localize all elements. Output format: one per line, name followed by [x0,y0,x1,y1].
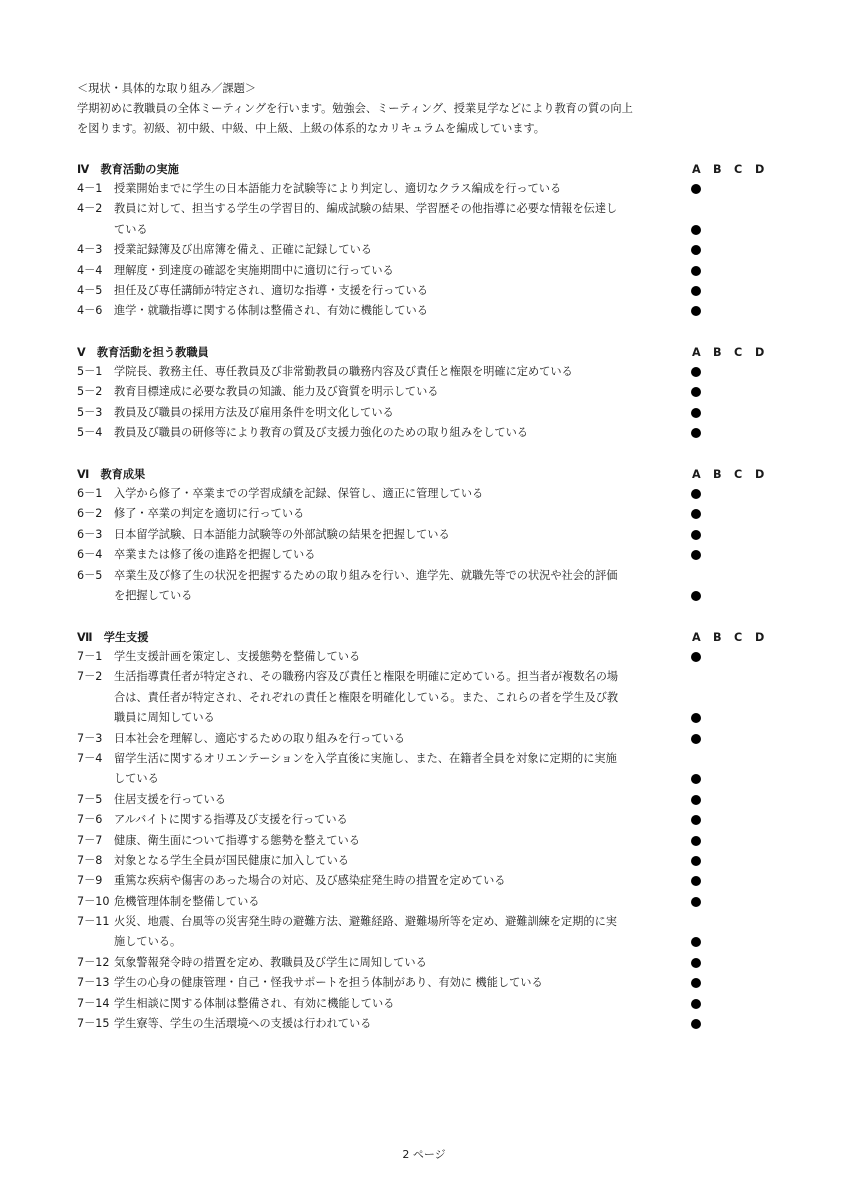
page-number: 2 ページ [402,1148,446,1161]
criteria-line [77,179,777,199]
criteria-number: 7－13 [77,976,110,990]
rating-dot-a [691,734,701,744]
rating-dot-a [691,774,701,784]
intro-block [77,79,697,139]
rating-dot-a [691,225,701,235]
criteria-text: 教員に対して、担当する学生の学習目的、編成試験の結果、学習歴その他指導に必要な情報を伝達し [114,202,618,216]
criteria-line [77,545,777,565]
criteria-line [77,301,777,321]
rating-dot-a [691,836,701,846]
rating-dot-a [691,266,701,276]
grade-label-b: B [713,630,722,644]
criteria-text: 入学から修了・卒業までの学習成績を記録、保管し、適正に管理している [114,487,484,500]
rating-dot-a [691,387,701,397]
criteria-line [77,973,777,993]
criteria-item [77,667,777,728]
criteria-item [77,749,777,790]
rating-dot-a [691,509,701,519]
criteria-text: 気象警報発令時の措置を定め、教職員及び学生に周知している [114,955,427,969]
rating-dot-a [691,652,701,662]
criteria-item [77,545,777,565]
section-title: Ⅵ 教育成果 [77,468,146,481]
criteria-text: ている [114,222,148,236]
criteria-line [77,912,777,932]
criteria-item [77,912,777,953]
grade-label-c: C [734,467,743,481]
criteria-item [77,301,777,321]
criteria-text: 健康、衛生面について指導する態勢を整えている [114,833,360,847]
rating-dot-a [691,937,701,947]
criteria-text: 卒業生及び修了生の状況を把握するための取り組みを行い、進学先、就職先等での状況や社会的評価 [114,568,618,582]
grade-label-a: A [692,345,701,359]
criteria-line [77,851,777,871]
criteria-line [77,504,777,524]
criteria-text: 学生寮等、学生の生活環境への支援は行われている [114,1017,372,1031]
criteria-text: 火災、地震、台風等の災害発生時の避難方法、避難経路、避難場所等を定め、避難訓練を定期的に実 [114,915,617,929]
criteria-text: 授業記録簿及び出席簿を備え、正確に記録している [114,243,372,257]
criteria-item [77,729,777,749]
criteria-text: 学生支援計画を策定し、支援態勢を整備している [114,650,361,663]
section-title: Ⅴ 教育活動を担う教職員 [77,346,209,359]
criteria-line [77,708,777,728]
grade-columns-header [692,468,776,481]
criteria-number: 7－5 [77,792,103,806]
criteria-line [77,810,777,830]
criteria-line [77,199,777,219]
criteria-item [77,484,777,504]
grade-label-b: B [713,162,722,176]
criteria-line [77,281,777,301]
criteria-number: 5－4 [77,426,103,440]
criteria-line [77,790,777,810]
criteria-item [77,647,777,667]
grade-label-a: A [692,630,701,644]
criteria-text: 教員及び職員の採用方法及び雇用条件を明文化している [114,405,394,419]
rating-dot-a [691,978,701,988]
criteria-line [77,362,777,382]
grade-label-a: A [692,467,701,481]
criteria-line [77,525,777,545]
criteria-number: 4－4 [77,263,103,277]
rating-dot-a [691,306,701,316]
criteria-number: 7－2 [77,670,103,684]
criteria-item [77,382,777,402]
criteria-line [77,403,777,423]
rating-dot-a [691,408,701,418]
criteria-number: 6－3 [77,527,103,541]
criteria-text: 学院長、教務主任、専任教員及び非常勤教員の職務内容及び責任と権限を明確に定めている [114,365,573,378]
grade-label-d: D [755,630,765,644]
criteria-item [77,871,777,891]
grade-label-d: D [755,467,765,481]
criteria-text: 教育目標達成に必要な教員の知識、能力及び資質を明示している [114,385,439,399]
criteria-item [77,525,777,545]
criteria-number: 4－5 [77,283,103,297]
criteria-item [77,973,777,993]
rating-dot-a [691,428,701,438]
criteria-number: 4－6 [77,304,103,318]
rating-dot-a [691,286,701,296]
criteria-line [77,1014,777,1034]
criteria-item [77,240,777,260]
criteria-line [77,932,777,952]
rating-dot-a [691,713,701,723]
section-title: Ⅳ 教育活動の実施 [77,163,179,176]
grade-label-b: B [713,345,722,359]
criteria-item [77,566,777,607]
criteria-number: 4－2 [77,202,103,216]
criteria-line [77,667,777,687]
grade-label-c: C [734,345,743,359]
criteria-text: 理解度・到達度の確認を実施期間中に適切に行っている [114,263,394,277]
criteria-text: 生活指導責任者が特定され、その職務内容及び責任と権限を明確に定めている。担当者が複数名の場 [114,670,619,684]
criteria-number: 5－1 [77,365,103,378]
criteria-text: 修了・卒業の判定を適切に行っている [114,507,305,521]
rating-dot-a [691,489,701,499]
criteria-text: 対象となる学生全員が国民健康に加入している [114,853,349,867]
criteria-item [77,362,777,382]
criteria-text: 学生相談に関する体制は整備され、有効に機能している [114,996,395,1010]
criteria-item [77,423,777,443]
criteria-text: 担任及び専任講師が特定され、適切な指導・支援を行っている [114,283,428,297]
criteria-line [77,729,777,749]
criteria-number: 7－15 [77,1017,110,1031]
criteria-number: 6－4 [77,548,103,562]
section-5 [77,342,777,444]
grade-columns-header [692,631,776,644]
criteria-number: 7－8 [77,853,103,867]
grade-label-d: D [755,162,765,176]
criteria-number: 5－2 [77,385,103,399]
grade-label-c: C [734,630,743,644]
criteria-text: 住居支援を行っている [114,792,226,806]
rating-dot-a [691,795,701,805]
criteria-line [77,220,777,240]
intro-text-line: を図ります。初級、初中級、中級、中上級、上級の体系的なカリキュラムを編成しています。 [77,122,545,135]
grade-label-a: A [692,162,701,176]
criteria-line [77,586,777,606]
criteria-line [77,240,777,260]
criteria-line [77,484,777,504]
rating-dot-a [691,876,701,886]
criteria-item [77,831,777,851]
criteria-line [77,423,777,443]
criteria-number: 6－5 [77,568,103,582]
criteria-text: 日本留学試験、日本語能力試験等の外部試験の結果を把握している [114,527,450,541]
rating-dot-a [691,815,701,825]
rating-dot-a [691,245,701,255]
intro-text-line: 学期初めに教職員の全体ミーティングを行います。勉強会、ミーティング、授業見学などにより教育の質の向上 [77,102,633,115]
criteria-item [77,504,777,524]
criteria-text: 留学生活に関するオリエンテーションを入学直後に実施し、また、在籍者全員を対象に定期的に実施 [114,751,617,765]
grade-label-b: B [713,467,722,481]
criteria-number: 7－11 [77,915,110,929]
criteria-item [77,892,777,912]
section-title: Ⅶ 学生支援 [77,631,149,644]
criteria-item [77,199,777,240]
criteria-line [77,647,777,667]
rating-dot-a [691,1019,701,1029]
criteria-line [77,769,777,789]
criteria-number: 4－3 [77,243,103,257]
criteria-number: 7－9 [77,874,103,888]
criteria-number: 7－12 [77,955,110,969]
criteria-number: 4－1 [77,182,103,195]
criteria-line [77,382,777,402]
criteria-item [77,810,777,830]
rating-dot-a [691,958,701,968]
criteria-text: を把握している [114,588,193,602]
grade-label-d: D [755,345,765,359]
criteria-text: 日本社会を理解し、適応するための取り組みを行っている [114,731,405,745]
rating-dot-a [691,591,701,601]
section-7 [77,627,777,1034]
criteria-text: 合は、責任者が特定され、それぞれの責任と権限を明確化している。また、これらの者を学生及び教 [114,690,619,704]
rating-dot-a [691,530,701,540]
criteria-item [77,953,777,973]
rating-dot-a [691,999,701,1009]
criteria-item [77,994,777,1014]
criteria-text: 重篤な疾病や傷害のあった場合の対応、及び感染症発生時の措置を定めている [114,874,506,888]
criteria-number: 6－1 [77,487,103,500]
criteria-line [77,261,777,281]
criteria-number: 7－7 [77,833,103,847]
criteria-line [77,831,777,851]
criteria-item [77,281,777,301]
section-header [77,464,777,484]
section-header [77,627,777,647]
intro-heading: ＜現状・具体的な取り組み／課題＞ [77,82,257,95]
criteria-text: 卒業または修了後の進路を把握している [114,548,316,562]
criteria-text: 学生の心身の健康管理・自己・怪我サポートを担う体制があり、有効に 機能している [114,976,543,990]
criteria-text: 進学・就職指導に関する体制は整備され、有効に機能している [114,304,428,318]
criteria-line [77,892,777,912]
grade-label-c: C [734,162,743,176]
criteria-item [77,1014,777,1034]
criteria-item [77,403,777,423]
rating-dot-a [691,367,701,377]
section-6 [77,464,777,606]
criteria-text: 職員に周知している [114,711,215,725]
criteria-text: 授業開始までに学生の日本語能力を試験等により判定し、適切なクラス編成を行っている [114,182,562,195]
rating-dot-a [691,550,701,560]
criteria-line [77,749,777,769]
criteria-number: 7－6 [77,813,103,827]
criteria-number: 7－1 [77,650,103,663]
criteria-number: 7－4 [77,751,103,765]
criteria-item [77,261,777,281]
section-4 [77,159,777,322]
criteria-item [77,851,777,871]
criteria-number: 5－3 [77,405,103,419]
criteria-number: 6－2 [77,507,103,521]
criteria-line [77,994,777,1014]
grade-columns-header [692,346,776,359]
criteria-line [77,688,777,708]
criteria-line [77,953,777,973]
rating-dot-a [691,856,701,866]
criteria-line [77,566,777,586]
section-header [77,342,777,362]
criteria-text: アルバイトに関する指導及び支援を行っている [114,813,348,827]
section-header [77,159,777,179]
grade-columns-header [692,163,776,176]
criteria-number: 7－3 [77,731,103,745]
criteria-item [77,179,777,199]
criteria-text: 施している。 [114,935,182,949]
rating-dot-a [691,184,701,194]
criteria-number: 7－14 [77,996,110,1010]
criteria-text: 教員及び職員の研修等により教育の質及び支援力強化のための取り組みをしている [114,426,528,440]
criteria-line [77,871,777,891]
criteria-text: 危機管理体制を整備している [114,894,260,908]
criteria-item [77,790,777,810]
criteria-number: 7－10 [77,894,110,908]
criteria-text: している [114,772,159,786]
rating-dot-a [691,897,701,907]
